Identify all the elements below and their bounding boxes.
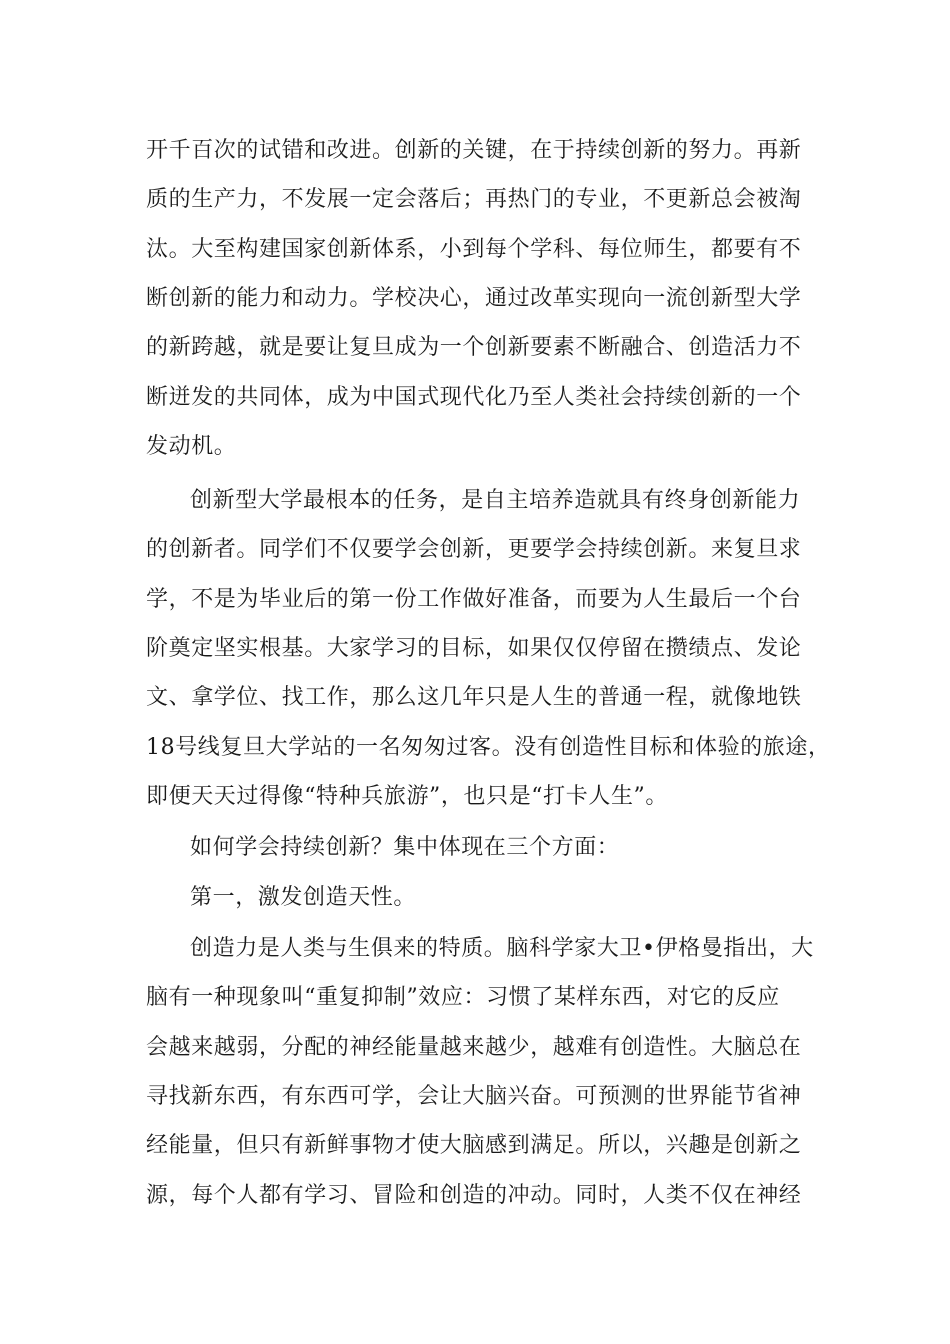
text-line: 经能量，但只有新鲜事物才使大脑感到满足。所以，兴趣是创新之 bbox=[146, 1133, 802, 1158]
text-line: 开千百次的试错和改进。创新的关键，在于持续创新的努力。再新 bbox=[146, 138, 802, 163]
text-line: 18号线复旦大学站的一名匆匆过客。没有创造性目标和体验的旅途， bbox=[146, 735, 831, 760]
text-line: 学，不是为毕业后的第一份工作做好准备，而要为人生最后一个台 bbox=[146, 587, 802, 612]
text-line: 会越来越弱，分配的神经能量越来越少，越难有创造性。大脑总在 bbox=[146, 1035, 802, 1060]
text-line: 的创新者。同学们不仅要学会创新，更要学会持续创新。来复旦求 bbox=[146, 537, 802, 562]
text-line: 断创新的能力和动力。学校决心，通过改革实现向一流创新型大学 bbox=[146, 286, 802, 311]
text-line: 即便天天过得像“特种兵旅游”，也只是“打卡人生”。 bbox=[146, 784, 668, 809]
paragraph-start-line: 创新型大学最根本的任务，是自主培养造就具有终身创新能力 bbox=[190, 488, 801, 513]
text-line: 文、拿学位、找工作，那么这几年只是人生的普通一程，就像地铁 bbox=[146, 685, 802, 710]
paragraph-start-line: 如何学会持续创新？集中体现在三个方面： bbox=[190, 835, 620, 860]
text-line: 寻找新东西，有东西可学，会让大脑兴奋。可预测的世界能节省神 bbox=[146, 1084, 802, 1109]
text-line: 脑有一种现象叫“重复抑制”效应：习惯了某样东西，对它的反应 bbox=[146, 985, 780, 1010]
text-line: 汰。大至构建国家创新体系，小到每个学科、每位师生，都要有不 bbox=[146, 237, 802, 262]
paragraph-start-line: 第一，激发创造天性。 bbox=[190, 885, 417, 910]
paragraph-start-line: 创造力是人类与生俱来的特质。脑科学家大卫•伊格曼指出，大 bbox=[190, 936, 814, 961]
text-line: 发动机。 bbox=[146, 434, 237, 459]
text-line: 的新跨越，就是要让复旦成为一个创新要素不断融合、创造活力不 bbox=[146, 335, 802, 360]
text-line: 源，每个人都有学习、冒险和创造的冲动。同时，人类不仅在神经 bbox=[146, 1183, 802, 1208]
text-line: 断迸发的共同体，成为中国式现代化乃至人类社会持续创新的一个 bbox=[146, 385, 802, 410]
text-line: 阶奠定坚实根基。大家学习的目标，如果仅仅停留在攒绩点、发论 bbox=[146, 636, 802, 661]
text-line: 质的生产力，不发展一定会落后；再热门的专业，不更新总会被淘 bbox=[146, 187, 802, 212]
